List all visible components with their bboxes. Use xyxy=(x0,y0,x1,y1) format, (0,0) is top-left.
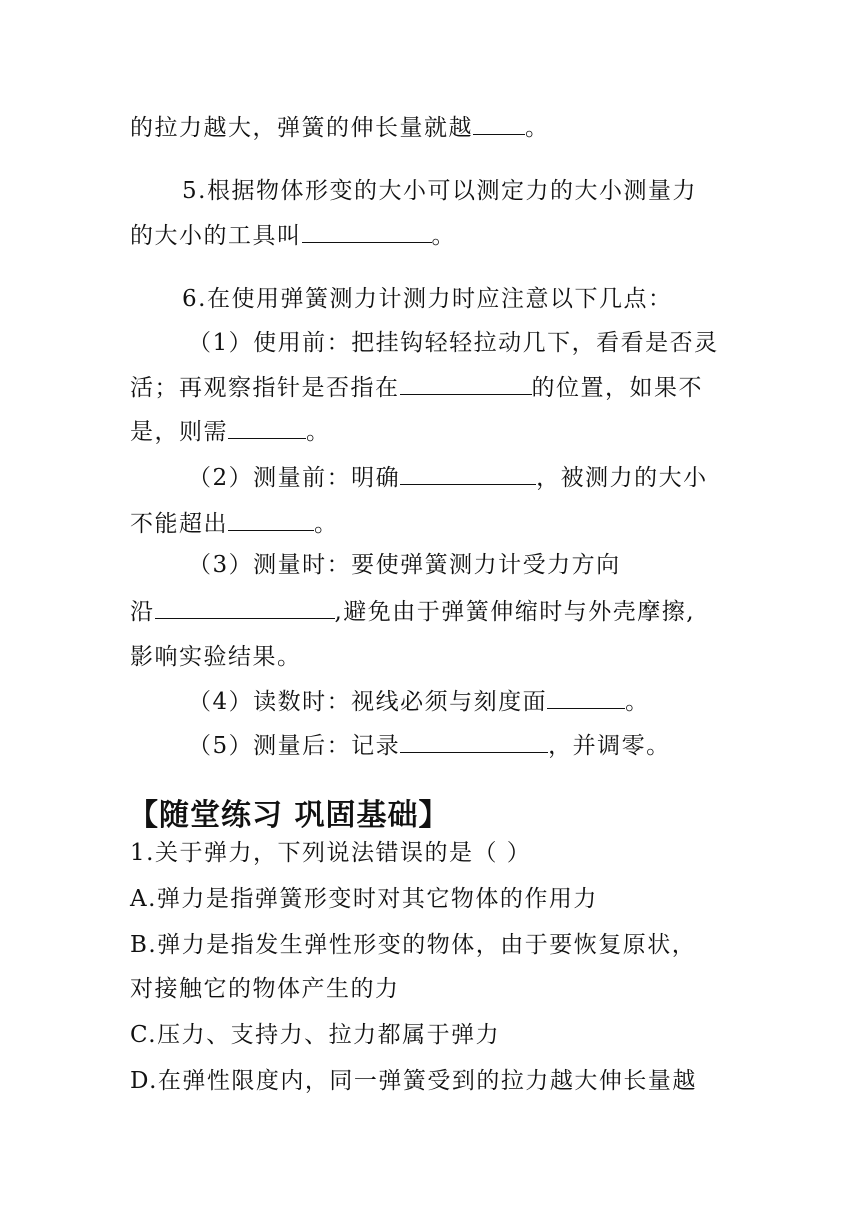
answer-blank[interactable] xyxy=(302,220,432,243)
answer-blank[interactable] xyxy=(547,686,625,709)
text-line xyxy=(130,112,550,143)
line-text: 的大小的工具叫 xyxy=(130,223,302,249)
line-text: 。 xyxy=(525,115,550,141)
line-text: 5.根据物体形变的大小可以测定力的大小测量力 xyxy=(182,178,697,204)
line-text: （5）测量后：记录 xyxy=(188,733,401,759)
line-text: ，被测力的大小 xyxy=(536,465,708,491)
text-line xyxy=(188,686,650,717)
line-text: 。 xyxy=(314,511,339,537)
option-b: B.弹力是指发生弹性形变的物体，由于要恢复原状， xyxy=(130,932,697,958)
answer-blank[interactable] xyxy=(473,112,525,135)
line-text: （4）读数时：视线必须与刻度面 xyxy=(188,689,548,715)
line-text: 是，则需 xyxy=(130,419,228,445)
answer-blank[interactable] xyxy=(400,372,532,395)
line-text: ，并调零。 xyxy=(548,733,671,759)
line-text: 影响实验结果。 xyxy=(130,644,302,670)
line-text: （2）测量前：明确 xyxy=(188,465,401,491)
option-a: A.弹力是指弹簧形变时对其它物体的作用力 xyxy=(130,886,598,912)
answer-blank[interactable] xyxy=(400,462,536,485)
line-text: 。 xyxy=(625,689,650,715)
line-text: （3）测量时：要使弹簧测力计受力方向 xyxy=(188,552,621,578)
text-line xyxy=(130,508,339,539)
question-stem: 1.关于弹力，下列说法错误的是（ ） xyxy=(130,840,532,866)
line-text: 不能超出 xyxy=(130,511,228,537)
text-line xyxy=(188,730,671,761)
line-text: 6.在使用弹簧测力计测力时应注意以下几点： xyxy=(182,286,673,312)
answer-blank[interactable] xyxy=(228,508,314,531)
section-heading: 【随堂练习 巩固基础】 xyxy=(128,798,450,833)
option-c: C.压力、支持力、拉力都属于弹力 xyxy=(130,1022,501,1048)
text-line xyxy=(182,284,672,314)
line-text: 的位置，如果不 xyxy=(531,375,703,401)
text-line xyxy=(188,550,621,580)
answer-blank[interactable] xyxy=(400,730,548,753)
text-line xyxy=(188,462,708,493)
text-line xyxy=(188,328,719,358)
option-b-continued: 对接触它的物体产生的力 xyxy=(130,976,400,1002)
line-text: ,避免由于弹簧伸缩时与外壳摩擦, xyxy=(334,599,696,625)
line-text: 。 xyxy=(431,223,456,249)
option-d: D.在弹性限度内，同一弹簧受到的拉力越大伸长量越 xyxy=(130,1068,697,1094)
line-text: 的拉力越大，弹簧的伸长量就越 xyxy=(130,115,473,141)
text-line xyxy=(182,176,697,206)
line-text: （1）使用前：把挂钩轻轻拉动几下，看看是否灵 xyxy=(188,330,719,356)
line-text: 活；再观察指针是否指在 xyxy=(130,375,400,401)
text-line xyxy=(130,642,302,672)
text-line xyxy=(130,416,331,447)
text-line xyxy=(130,596,695,627)
text-line xyxy=(130,372,703,403)
answer-blank[interactable] xyxy=(228,416,306,439)
answer-blank[interactable] xyxy=(155,596,335,619)
text-line xyxy=(130,220,456,251)
line-text: 。 xyxy=(306,419,331,445)
line-text: 沿 xyxy=(130,599,155,625)
